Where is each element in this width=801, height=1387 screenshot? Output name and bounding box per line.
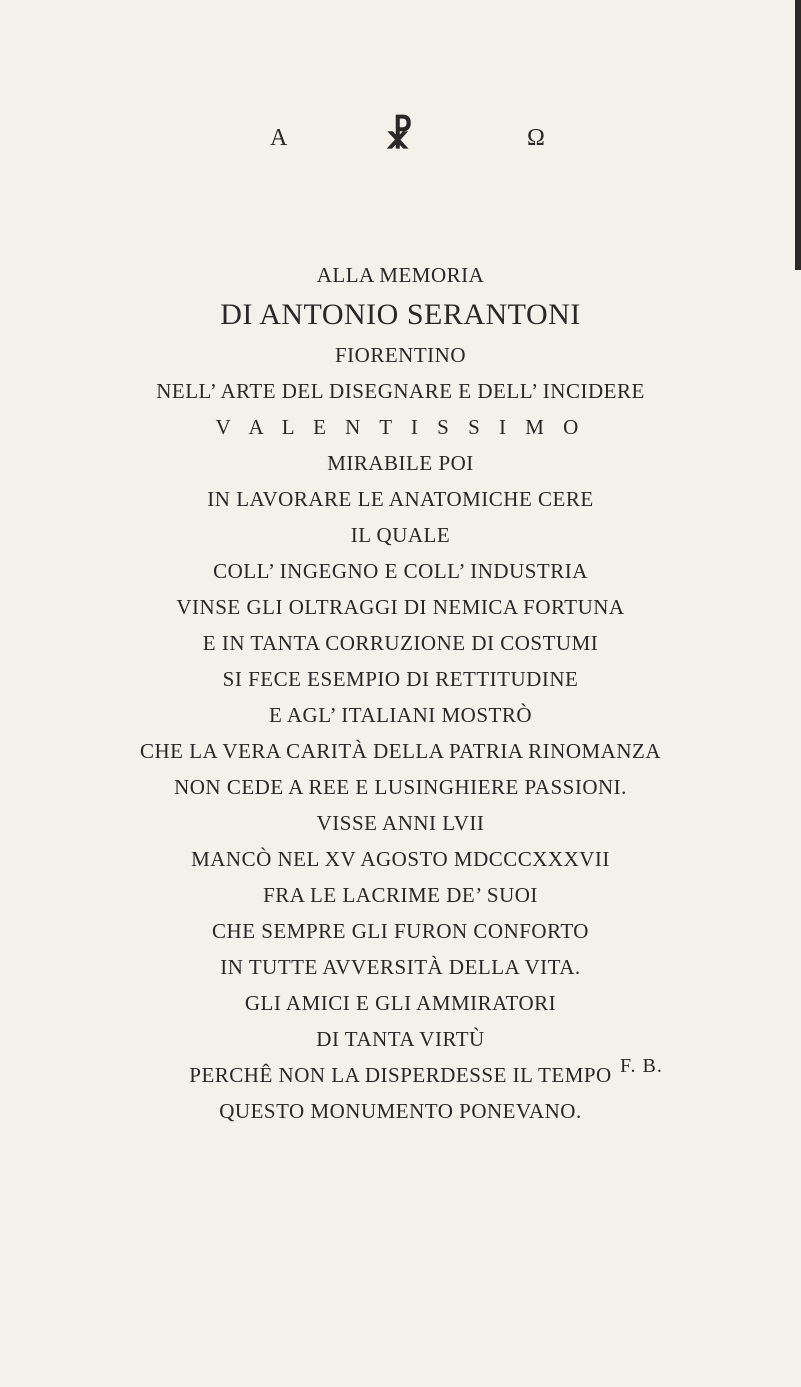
inscription-line: ALLA MEMORIA <box>316 263 485 287</box>
signature-initials: F. B. <box>620 1055 663 1077</box>
inscription-header <box>0 115 801 165</box>
inscription-text <box>0 257 801 1129</box>
inscription-line: VISSE ANNI LVII <box>316 811 485 835</box>
inscription-line: MIRABILE POI <box>327 451 474 475</box>
inscription-line: DI TANTA VIRTÙ <box>316 1027 485 1051</box>
inscription-line: E IN TANTA CORRUZIONE DI COSTUMI <box>202 631 599 655</box>
inscription-line: IN TUTTE AVVERSITÀ DELLA VITA. <box>220 955 581 979</box>
inscription-line: GLI AMICI E GLI AMMIRATORI <box>244 991 557 1015</box>
chi-rho-icon: ☧ <box>385 116 414 156</box>
inscription-line: QUESTO MONUMENTO PONEVANO. <box>219 1099 582 1123</box>
inscription-line: V A L E N T I S S I M O <box>215 415 586 439</box>
inscription-line: CHE SEMPRE GLI FURON CONFORTO <box>212 919 589 943</box>
inscription-line: NON CEDE A REE E LUSINGHIERE PASSIONI. <box>174 775 627 799</box>
inscription-line: MANCÒ NEL XV AGOSTO MDCCCXXXVII <box>191 847 610 871</box>
inscription-line: IL QUALE <box>350 523 451 547</box>
inscription-line: IN LAVORARE LE ANATOMICHE CERE <box>207 487 594 511</box>
inscription-line: E AGL’ ITALIANI MOSTRÒ <box>268 703 533 727</box>
omega-letter: Ω <box>527 125 545 151</box>
inscription-line: CHE LA VERA CARITÀ DELLA PATRIA RINOMANZA <box>139 739 662 763</box>
inscription-line: COLL’ INGEGNO E COLL’ INDUSTRIA <box>213 559 588 583</box>
inscription-line: FIORENTINO <box>335 343 466 367</box>
inscription-name-line: DI ANTONIO SERANTONI <box>220 298 581 331</box>
inscription-line: FRA LE LACRIME DE’ SUOI <box>263 883 538 907</box>
inscription-line: NELL’ ARTE DEL DISEGNARE E DELL’ INCIDERE <box>156 379 645 403</box>
inscription-line: SI FECE ESEMPIO DI RETTITUDINE <box>222 667 579 691</box>
inscription-line: VINSE GLI OLTRAGGI DI NEMICA FORTUNA <box>176 595 625 619</box>
alpha-letter: A <box>270 125 288 151</box>
inscription-line: PERCHÊ NON LA DISPERDESSE IL TEMPO <box>189 1063 612 1087</box>
